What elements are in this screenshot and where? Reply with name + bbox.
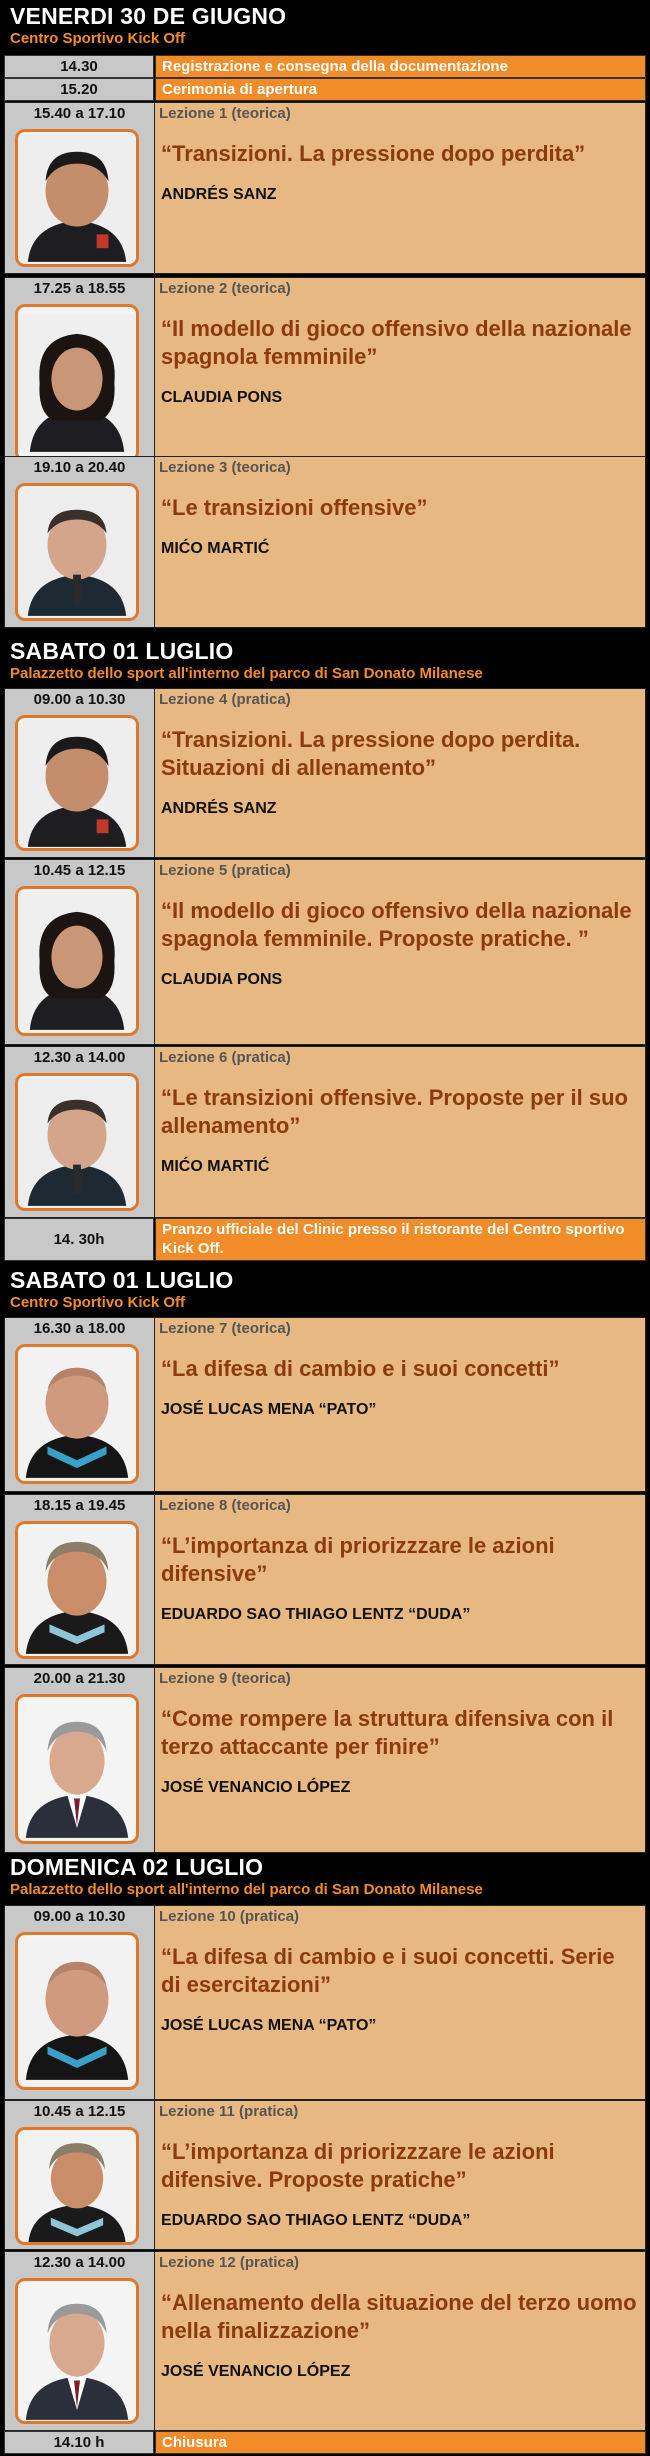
speaker-photo-martic-icon — [15, 1073, 139, 1211]
lesson-number: Lezione 3 (teorica) — [159, 459, 291, 476]
lesson-title: “Allenamento della situazione del terzo uomo nella finalizzazione” — [161, 2290, 637, 2343]
event-label: Registrazione e consegna della documentazione — [155, 55, 646, 78]
day-venue: Centro Sportivo Kick Off — [10, 1294, 186, 1311]
lesson-speaker: EDUARDO SAO THIAGO LENTZ “DUDA” — [161, 2212, 471, 2229]
lesson-title: “La difesa di cambio e i suoi concetti” — [161, 1356, 560, 1381]
speaker-photo-duda-icon — [15, 1521, 139, 1659]
lesson-time: 18.15 a 19.45 — [33, 1497, 126, 1514]
lesson-title: “La difesa di cambio e i suoi concetti. Serie di esercitazioni” — [161, 1944, 615, 1997]
lesson-number: Lezione 12 (pratica) — [159, 2254, 300, 2271]
lesson-12 — [4, 2251, 646, 2431]
speaker-photo-sanz-icon — [15, 129, 139, 267]
event-label: Cerimonia di apertura — [155, 78, 646, 101]
lesson-time: 19.10 a 20.40 — [33, 459, 126, 476]
event-row-chiusura — [4, 2431, 646, 2454]
lesson-time: 12.30 a 14.00 — [33, 1049, 126, 1066]
lesson-speaker: JOSÉ LUCAS MENA “PATO” — [161, 2017, 377, 2034]
day-header-venerdi — [4, 2, 646, 47]
lesson-10 — [4, 1905, 646, 2100]
lesson-speaker: JOSÉ VENANCIO LÓPEZ — [161, 1779, 351, 1796]
lesson-title: “Il modello di gioco offensivo della nazionale spagnola femminile. Proposte pratiche. ” — [161, 898, 632, 951]
speaker-photo-pons-icon — [15, 304, 139, 462]
lesson-time: 10.45 a 12.15 — [33, 862, 126, 879]
lesson-9 — [4, 1667, 646, 1853]
event-label: Pranzo ufficiale del Clinic presso il ristorante del Centro sportivo Kick Off. — [155, 1218, 646, 1261]
lesson-number: Lezione 8 (teorica) — [159, 1497, 291, 1514]
lesson-title: “L’importanza di priorizzzare le azioni difensive” — [161, 1533, 555, 1586]
lesson-title: “Transizioni. La pressione dopo perdita. Situazioni di allenamento” — [161, 727, 581, 780]
lesson-number: Lezione 4 (pratica) — [159, 691, 291, 708]
event-time: 14.10 h — [4, 2431, 154, 2454]
lesson-5 — [4, 859, 646, 1045]
lesson-time: 16.30 a 18.00 — [33, 1320, 126, 1337]
lesson-speaker: JOSÉ VENANCIO LÓPEZ — [161, 2363, 351, 2380]
speaker-photo-pato-icon — [15, 1932, 139, 2090]
lesson-time: 17.25 a 18.55 — [33, 280, 126, 297]
lesson-speaker: MIĆO MARTIĆ — [161, 540, 270, 557]
lesson-4 — [4, 688, 646, 858]
speaker-photo-duda-icon — [15, 2127, 139, 2245]
lesson-number: Lezione 7 (teorica) — [159, 1320, 291, 1337]
lesson-time: 10.45 a 12.15 — [33, 2103, 126, 2120]
day-venue: Centro Sportivo Kick Off — [10, 30, 186, 47]
event-time: 14. 30h — [4, 1218, 154, 1261]
event-row-pranzo — [4, 1218, 646, 1261]
event-row-cerimonia — [4, 78, 646, 101]
lesson-6 — [4, 1046, 646, 1218]
day-header-sabato-mattina — [4, 637, 646, 682]
lesson-title: “Le transizioni offensive” — [161, 495, 428, 520]
lesson-time: 15.40 a 17.10 — [33, 105, 126, 122]
lesson-time: 20.00 a 21.30 — [33, 1670, 126, 1687]
event-label: Chiusura — [155, 2431, 646, 2454]
speaker-photo-lopez-icon — [15, 1694, 139, 1844]
lesson-time: 12.30 a 14.00 — [33, 2254, 126, 2271]
speaker-photo-lopez-icon — [15, 2278, 139, 2424]
lesson-time: 09.00 a 10.30 — [33, 1908, 126, 1925]
lesson-11 — [4, 2100, 646, 2250]
lesson-title: “L’importanza di priorizzzare le azioni difensive. Proposte pratiche” — [161, 2139, 555, 2192]
lesson-number: Lezione 6 (pratica) — [159, 1049, 291, 1066]
event-time: 14.30 — [4, 55, 154, 78]
lesson-speaker: ANDRÉS SANZ — [161, 800, 277, 817]
lesson-number: Lezione 11 (pratica) — [159, 2103, 299, 2120]
lesson-title: “Le transizioni offensive. Proposte per il suo allenamento” — [161, 1085, 628, 1138]
lesson-1 — [4, 102, 646, 274]
speaker-photo-martic-icon — [15, 483, 139, 621]
lesson-2 — [4, 277, 646, 477]
lesson-number: Lezione 9 (teorica) — [159, 1670, 291, 1687]
day-header-domenica — [4, 1853, 646, 1898]
day-title: DOMENICA 02 LUGLIO — [10, 1854, 264, 1880]
event-time: 15.20 — [4, 78, 154, 101]
lesson-speaker: JOSÉ LUCAS MENA “PATO” — [161, 1401, 377, 1418]
lesson-speaker: ANDRÉS SANZ — [161, 186, 277, 203]
lesson-speaker: CLAUDIA PONS — [161, 389, 283, 406]
speaker-photo-pato-icon — [15, 1344, 139, 1484]
lesson-speaker: EDUARDO SAO THIAGO LENTZ “DUDA” — [161, 1606, 471, 1623]
day-title: SABATO 01 LUGLIO — [10, 1267, 234, 1293]
day-venue: Palazzetto dello sport all'interno del parco di San Donato Milanese — [10, 1881, 483, 1898]
lesson-speaker: MIĆO MARTIĆ — [161, 1158, 270, 1175]
day-title: SABATO 01 LUGLIO — [10, 638, 234, 664]
lesson-number: Lezione 5 (pratica) — [159, 862, 291, 879]
day-venue: Palazzetto dello sport all'interno del parco di San Donato Milanese — [10, 665, 483, 682]
lesson-8 — [4, 1494, 646, 1665]
lesson-title: “Transizioni. La pressione dopo perdita” — [161, 141, 586, 166]
lesson-time: 09.00 a 10.30 — [33, 691, 126, 708]
lesson-number: Lezione 1 (teorica) — [159, 105, 291, 122]
lesson-title: “Il modello di gioco offensivo della nazionale spagnola femminile” — [161, 316, 632, 369]
day-header-sabato-pomeriggio — [4, 1266, 646, 1311]
lesson-title: “Come rompere la struttura difensiva con il terzo attaccante per finire” — [161, 1706, 614, 1759]
event-row-registrazione — [4, 55, 646, 78]
lesson-number: Lezione 2 (teorica) — [159, 280, 291, 297]
speaker-photo-pons-icon — [15, 886, 139, 1036]
day-title: VENERDI 30 DE GIUGNO — [10, 3, 287, 29]
speaker-photo-sanz-icon — [15, 715, 139, 851]
lesson-7 — [4, 1317, 646, 1492]
lesson-number: Lezione 10 (pratica) — [159, 1908, 300, 1925]
lesson-speaker: CLAUDIA PONS — [161, 971, 283, 988]
lesson-3 — [4, 456, 646, 628]
